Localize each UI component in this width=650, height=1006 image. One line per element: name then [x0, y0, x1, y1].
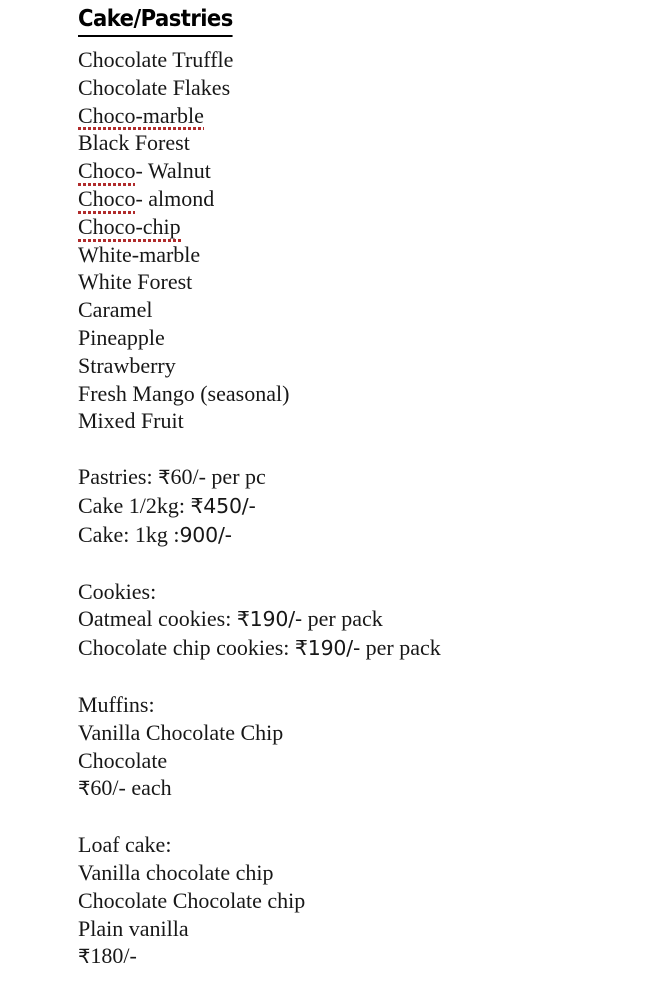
list-item: [78, 185, 638, 213]
list-item: Chocolate Chocolate chip: [78, 887, 306, 913]
loaf-cake-section: [78, 831, 638, 971]
list-item: Plain vanilla: [78, 915, 189, 941]
spellcheck-word: Choco-chip: [78, 213, 181, 239]
list-item: [78, 157, 638, 185]
price-label: Pastries:: [78, 464, 159, 490]
muffins-heading: Muffins:: [78, 691, 155, 717]
list-item: Vanilla Chocolate Chip: [78, 719, 284, 745]
spellcheck-word: Choco-marble: [78, 102, 204, 128]
price-value: ₹190/-: [236, 607, 303, 632]
price-unit: per pack: [360, 635, 441, 661]
price-loaf-cake: [78, 942, 638, 971]
menu-document: [78, 0, 638, 971]
page-title: Cake/Pastries: [78, 6, 233, 37]
list-item-text: - almond: [135, 185, 215, 211]
spellcheck-word: Choco: [78, 185, 136, 211]
price-value: 60/- per pc: [170, 464, 266, 490]
price-label: Cake: 1kg :: [78, 521, 180, 547]
muffins-section: [78, 691, 638, 803]
title-row: [78, 0, 638, 46]
list-item: Chocolate Truffle: [78, 47, 234, 72]
price-label: Oatmeal cookies:: [78, 606, 237, 632]
price-list: [78, 463, 638, 549]
price-value: ₹190/-: [294, 636, 361, 661]
price-label: Cake 1/2kg:: [78, 492, 191, 518]
cookies-section: [78, 578, 638, 663]
price-label: Chocolate chip cookies:: [78, 635, 295, 661]
section-gap: [78, 663, 638, 691]
list-item: Pineapple: [78, 324, 165, 350]
list-item: Chocolate: [78, 747, 168, 773]
list-item: Caramel: [78, 297, 153, 323]
price-value: 180/-: [90, 943, 137, 969]
list-item: [78, 102, 638, 130]
price-pastries: [78, 463, 638, 492]
list-item: [78, 213, 638, 241]
price-cake-half-kg: [78, 492, 638, 521]
price-value: ₹450/-: [190, 493, 256, 518]
list-item: Chocolate Flakes: [78, 74, 231, 100]
price-oatmeal-cookies: [78, 605, 638, 634]
section-gap: [78, 435, 638, 463]
list-item: Strawberry: [78, 352, 176, 378]
section-gap: [78, 803, 638, 831]
flavour-list: [78, 46, 638, 435]
cookies-heading: Cookies:: [78, 578, 157, 604]
spellcheck-word: Choco: [78, 158, 136, 184]
price-chocolate-chip-cookies: [78, 634, 638, 663]
list-item: Fresh Mango (seasonal): [78, 380, 290, 406]
price-muffins: [78, 774, 638, 803]
rupee-icon: ₹: [78, 945, 91, 969]
list-item: Vanilla chocolate chip: [78, 859, 274, 885]
list-item-text: - Walnut: [135, 158, 211, 184]
section-gap: [78, 550, 638, 578]
list-item: White Forest: [78, 269, 193, 295]
list-item: Black Forest: [78, 130, 190, 156]
list-item: White-marble: [78, 241, 201, 267]
price-value: 900/-: [179, 522, 232, 547]
rupee-icon: ₹: [78, 777, 91, 801]
price-unit: per pack: [302, 606, 383, 632]
price-value: 60/- each: [90, 775, 172, 801]
rupee-icon: ₹: [158, 466, 171, 490]
price-cake-one-kg: [78, 521, 638, 550]
loaf-cake-heading: Loaf cake:: [78, 832, 172, 858]
list-item: Mixed Fruit: [78, 408, 184, 434]
